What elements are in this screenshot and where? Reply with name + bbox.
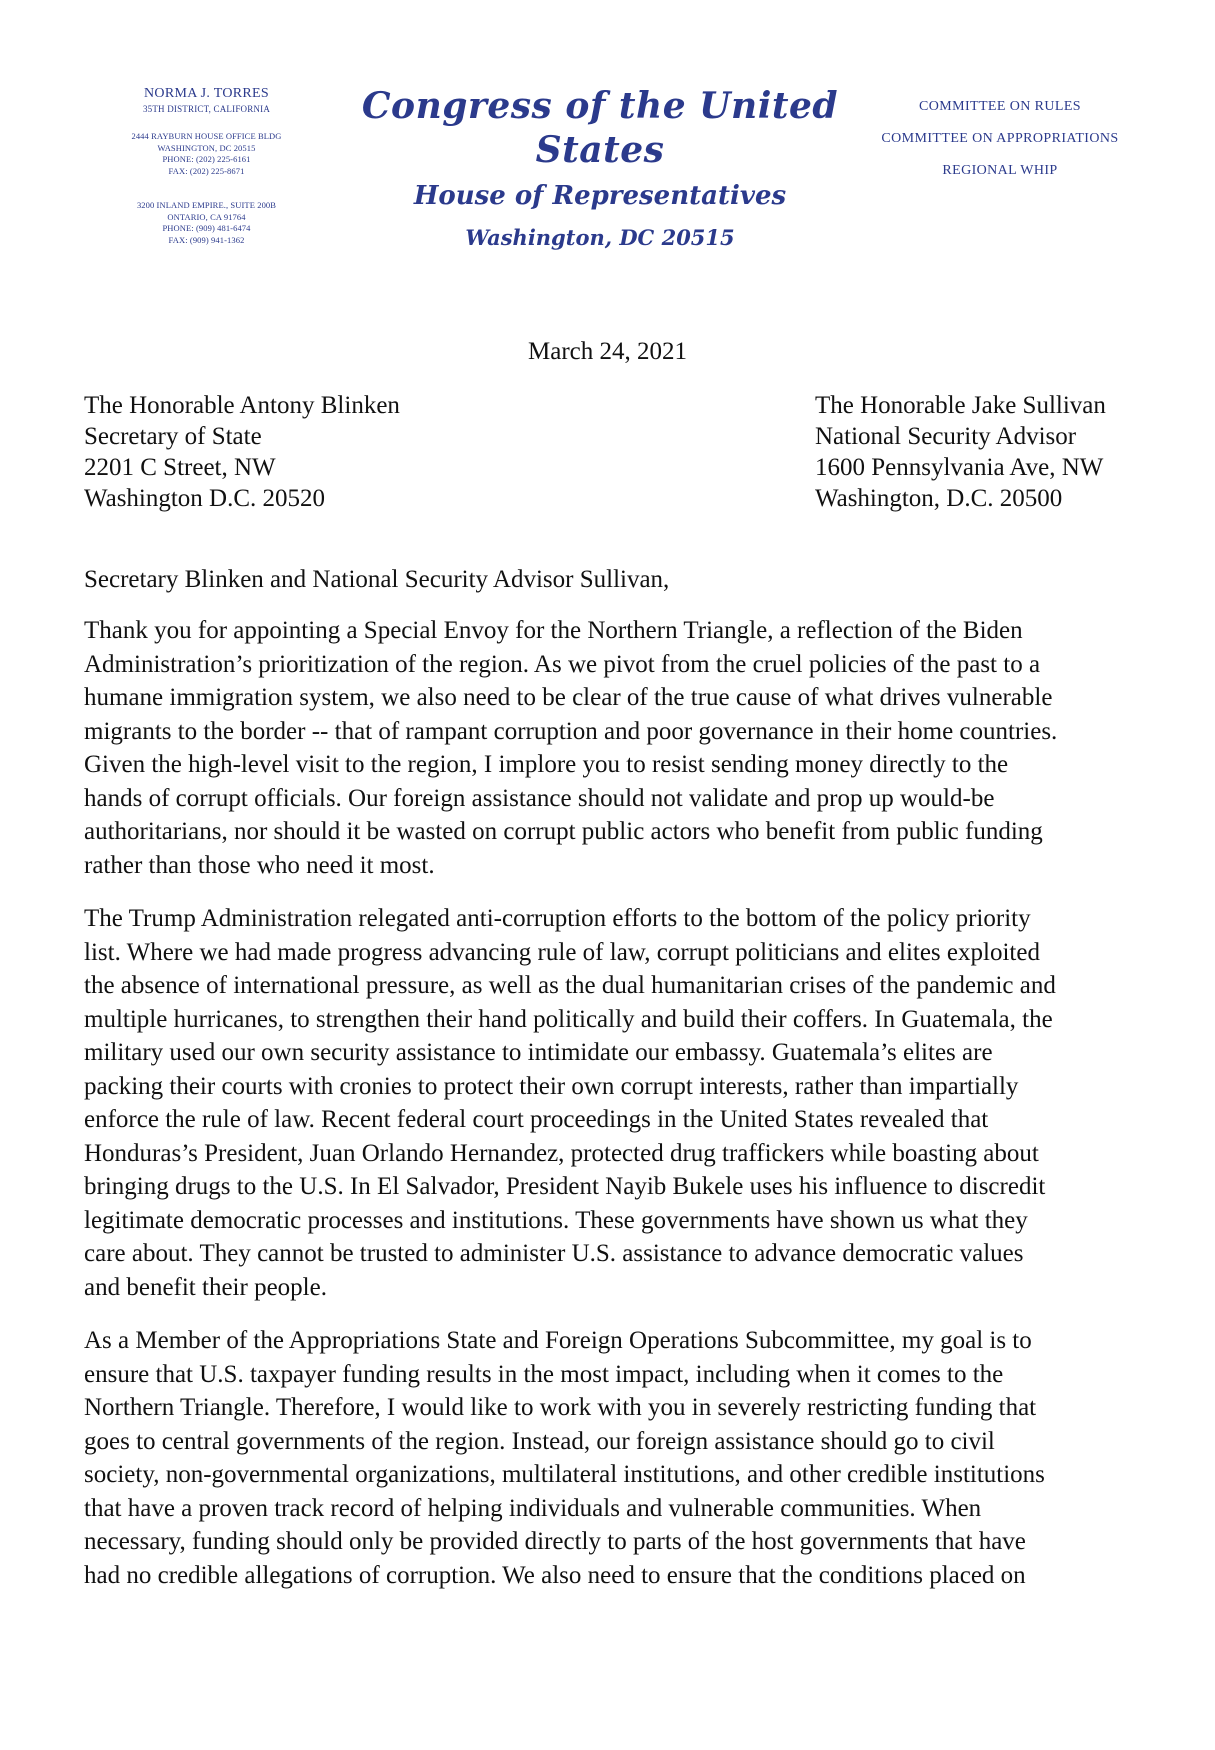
- recipient-line: National Security Advisor: [815, 423, 1077, 450]
- district-office-line: 3200 INLAND EMPIRE., SUITE 200B: [136, 200, 277, 210]
- salutation: Secretary Blinken and National Security Advisor Sullivan,: [84, 566, 670, 593]
- paragraph-line: society, non-governmental organizations, multilateral institutions, and other credible institutions: [84, 1461, 1045, 1488]
- paragraph-line: As a Member of the Appropriations State and Foreign Operations Subcommittee, my goal is to: [84, 1327, 1032, 1354]
- district-office-line: PHONE: (909) 481-6474: [162, 223, 251, 233]
- paragraph-line: Given the high-level visit to the region, I implore you to resist sending money directly to the: [84, 751, 1009, 778]
- dc-office-line: WASHINGTON, DC 20515: [157, 142, 256, 153]
- paragraph-line: packing their courts with cronies to protect their own corrupt interests, rather than impartially: [84, 1072, 1019, 1100]
- paragraph-line: had no credible allegations of corruption. We also need to ensure that the conditions placed on: [84, 1561, 1026, 1589]
- dc-office-line: FAX: (202) 225-8671: [168, 165, 245, 176]
- recipient-line: Washington D.C. 20520: [84, 485, 326, 512]
- paragraph-line: The Trump Administration relegated anti-corruption efforts to the bottom of the policy priority: [84, 905, 1031, 932]
- dc-office-line: PHONE: (202) 225-6161: [162, 154, 251, 164]
- recipient-line: Secretary of State: [84, 423, 262, 450]
- paragraph-1: [84, 614, 1144, 882]
- dc-office-address: [84, 131, 329, 177]
- dc-office-line: 2444 RAYBURN HOUSE OFFICE BLDG: [131, 131, 282, 141]
- letterhead-subtitle: House of Representatives: [413, 181, 787, 211]
- recipient-line: The Honorable Antony Blinken: [84, 392, 400, 419]
- paragraph-line: legitimate democratic processes and institutions. These governments have shown us what they: [84, 1206, 1028, 1234]
- paragraph-3: [84, 1324, 1144, 1592]
- committee-item: COMMITTEE ON RULES: [919, 99, 1081, 114]
- letterhead-city: Washington, DC 20515: [465, 225, 735, 250]
- paragraph-line: bringing drugs to the U.S. In El Salvador, President Nayib Bukele uses his influence to discredit: [84, 1173, 1046, 1200]
- letterhead-title-block: [330, 84, 870, 254]
- paragraph-line: enforce the rule of law. Recent federal court proceedings in the United States revealed that: [84, 1106, 989, 1133]
- paragraph-line: necessary, funding should only be provided directly to parts of the host governments that have: [84, 1528, 1026, 1555]
- paragraph-line: the absence of international pressure, as well as the dual humanitarian crises of the pandemic and: [84, 972, 1056, 999]
- paragraph-line: Administration’s prioritization of the region. As we pivot from the cruel policies of the past to a: [84, 650, 1041, 678]
- recipient-right: [815, 390, 1106, 514]
- paragraph-line: Thank you for appointing a Special Envoy for the Northern Triangle, a reflection of the Biden: [84, 617, 1023, 644]
- committee-item: REGIONAL WHIP: [942, 163, 1058, 178]
- paragraph-line: and benefit their people.: [84, 1273, 327, 1301]
- paragraph-line: Northern Triangle. Therefore, I would like to work with you in severely restricting funding that: [84, 1394, 1037, 1421]
- member-district: 35TH DISTRICT, CALIFORNIA: [142, 104, 271, 114]
- member-info: [84, 86, 329, 246]
- recipient-line: 2201 C Street, NW: [84, 454, 276, 481]
- paragraph-line: hands of corrupt officials. Our foreign assistance should not validate and prop up would-be: [84, 784, 995, 812]
- committee-item: COMMITTEE ON APPROPRIATIONS: [881, 131, 1119, 146]
- paragraph-line: list. Where we had made progress advancing rule of law, corrupt politicians and elites exploited: [84, 938, 1040, 966]
- paragraph-line: migrants to the border -- that of rampant corruption and poor governance in their home countries.: [84, 717, 1058, 745]
- paragraph-line: multiple hurricanes, to strengthen their hand politically and build their coffers. In Guatemala, the: [84, 1005, 1053, 1033]
- paragraph-line: care about. They cannot be trusted to administer U.S. assistance to advance democratic values: [84, 1240, 1024, 1267]
- district-office-address: [84, 200, 329, 246]
- paragraph-line: goes to central governments of the region. Instead, our foreign assistance should go to civil: [84, 1427, 995, 1455]
- recipient-line: The Honorable Jake Sullivan: [815, 392, 1106, 419]
- letterhead-title: Congress of the United States: [361, 85, 839, 171]
- paragraph-line: humane immigration system, we also need to be clear of the true cause of what drives vulnerable: [84, 684, 1053, 711]
- committee-list: [850, 98, 1150, 194]
- paragraph-line: that have a proven track record of helping individuals and vulnerable communities. When: [84, 1494, 982, 1522]
- paragraph-line: Honduras’s President, Juan Orlando Hernandez, protected drug traffickers while boasting about: [84, 1139, 1039, 1167]
- recipient-left: [84, 390, 400, 514]
- member-name: NORMA J. TORRES: [144, 86, 269, 101]
- paragraph-line: rather than those who need it most.: [84, 851, 435, 879]
- paragraph-line: military used our own security assistance to intimidate our embassy. Guatemala’s elites are: [84, 1039, 993, 1066]
- district-office-line: FAX: (909) 941-1362: [168, 234, 245, 245]
- recipient-line: 1600 Pennsylvania Ave, NW: [815, 454, 1104, 481]
- letter-date: March 24, 2021: [528, 338, 687, 365]
- district-office-line: ONTARIO, CA 91764: [167, 211, 246, 222]
- paragraph-2: [84, 902, 1144, 1304]
- paragraph-line: ensure that U.S. taxpayer funding results in the most impact, including when it comes to the: [84, 1360, 1004, 1388]
- recipient-line: Washington, D.C. 20500: [815, 485, 1063, 512]
- paragraph-line: authoritarians, nor should it be wasted on corrupt public actors who benefit from public funding: [84, 818, 1043, 845]
